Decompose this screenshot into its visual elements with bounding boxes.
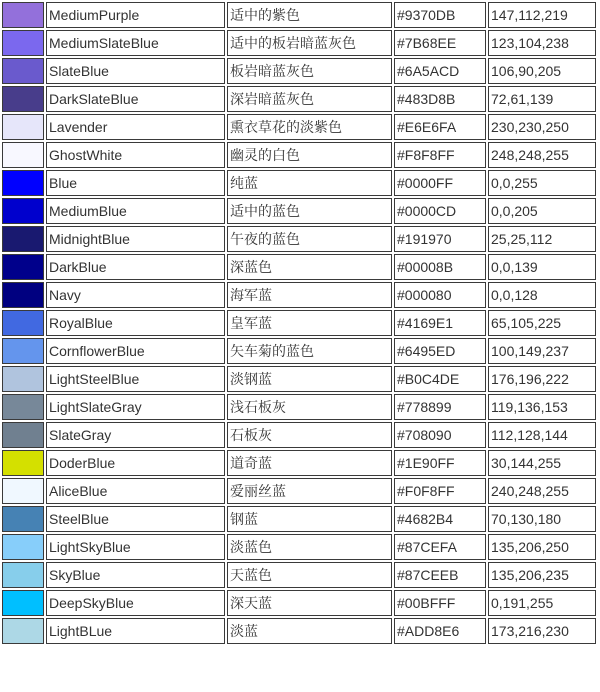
color-swatch — [2, 2, 44, 28]
table-row — [2, 310, 596, 336]
color-swatch — [2, 114, 44, 140]
color-rgb-value: 106,90,205 — [488, 58, 596, 84]
color-name: DoderBlue — [46, 450, 225, 476]
color-rgb-value: 248,248,255 — [488, 142, 596, 168]
color-hex-code: #87CEFA — [394, 534, 486, 560]
color-chinese-name: 幽灵的白色 — [227, 142, 392, 168]
table-row — [2, 114, 596, 140]
color-chinese-name: 深岩暗蓝灰色 — [227, 86, 392, 112]
table-row — [2, 254, 596, 280]
table-row — [2, 450, 596, 476]
color-name: MidnightBlue — [46, 226, 225, 252]
color-chinese-name: 浅石板灰 — [227, 394, 392, 420]
color-hex-code: #0000CD — [394, 198, 486, 224]
color-swatch — [2, 422, 44, 448]
color-chinese-name: 海军蓝 — [227, 282, 392, 308]
color-name: GhostWhite — [46, 142, 225, 168]
color-hex-code: #0000FF — [394, 170, 486, 196]
table-row — [2, 198, 596, 224]
color-chinese-name: 钢蓝 — [227, 506, 392, 532]
color-name: SkyBlue — [46, 562, 225, 588]
color-name: Navy — [46, 282, 225, 308]
color-hex-code: #87CEEB — [394, 562, 486, 588]
table-row — [2, 142, 596, 168]
color-chinese-name: 深天蓝 — [227, 590, 392, 616]
color-name: MediumBlue — [46, 198, 225, 224]
color-chinese-name: 纯蓝 — [227, 170, 392, 196]
color-swatch — [2, 226, 44, 252]
color-rgb-value: 0,0,128 — [488, 282, 596, 308]
color-name: DeepSkyBlue — [46, 590, 225, 616]
color-rgb-value: 100,149,237 — [488, 338, 596, 364]
table-row — [2, 86, 596, 112]
table-row — [2, 226, 596, 252]
color-swatch — [2, 562, 44, 588]
table-row — [2, 506, 596, 532]
color-chinese-name: 淡蓝色 — [227, 534, 392, 560]
table-row — [2, 422, 596, 448]
color-name: LightBLue — [46, 618, 225, 644]
color-hex-code: #F8F8FF — [394, 142, 486, 168]
color-swatch — [2, 618, 44, 644]
color-rgb-value: 0,191,255 — [488, 590, 596, 616]
color-rgb-value: 112,128,144 — [488, 422, 596, 448]
color-chinese-name: 午夜的蓝色 — [227, 226, 392, 252]
color-chinese-name: 板岩暗蓝灰色 — [227, 58, 392, 84]
color-rgb-value: 0,0,255 — [488, 170, 596, 196]
color-rgb-value: 119,136,153 — [488, 394, 596, 420]
color-chinese-name: 适中的蓝色 — [227, 198, 392, 224]
color-chinese-name: 道奇蓝 — [227, 450, 392, 476]
color-rgb-value: 65,105,225 — [488, 310, 596, 336]
color-hex-code: #F0F8FF — [394, 478, 486, 504]
table-row — [2, 534, 596, 560]
table-row — [2, 562, 596, 588]
color-swatch — [2, 142, 44, 168]
color-hex-code: #7B68EE — [394, 30, 486, 56]
color-hex-code: #191970 — [394, 226, 486, 252]
color-name: LightSkyBlue — [46, 534, 225, 560]
color-hex-code: #4169E1 — [394, 310, 486, 336]
color-chinese-name: 皇军蓝 — [227, 310, 392, 336]
color-rgb-value: 70,130,180 — [488, 506, 596, 532]
color-swatch — [2, 506, 44, 532]
color-hex-code: #B0C4DE — [394, 366, 486, 392]
color-swatch — [2, 478, 44, 504]
color-chinese-name: 天蓝色 — [227, 562, 392, 588]
color-swatch — [2, 254, 44, 280]
table-row — [2, 590, 596, 616]
color-swatch — [2, 310, 44, 336]
color-swatch — [2, 58, 44, 84]
table-row — [2, 170, 596, 196]
color-chinese-name: 深蓝色 — [227, 254, 392, 280]
color-swatch — [2, 170, 44, 196]
color-hex-code: #00008B — [394, 254, 486, 280]
color-swatch — [2, 450, 44, 476]
color-name: LightSlateGray — [46, 394, 225, 420]
color-rgb-value: 230,230,250 — [488, 114, 596, 140]
color-swatch — [2, 590, 44, 616]
color-name: RoyalBlue — [46, 310, 225, 336]
color-name: Blue — [46, 170, 225, 196]
color-name: SlateBlue — [46, 58, 225, 84]
table-row — [2, 478, 596, 504]
color-hex-code: #1E90FF — [394, 450, 486, 476]
color-rgb-value: 0,0,205 — [488, 198, 596, 224]
color-name: DarkBlue — [46, 254, 225, 280]
color-chinese-name: 爱丽丝蓝 — [227, 478, 392, 504]
table-row — [2, 30, 596, 56]
color-swatch — [2, 366, 44, 392]
color-name: MediumSlateBlue — [46, 30, 225, 56]
color-rgb-value: 147,112,219 — [488, 2, 596, 28]
table-row — [2, 366, 596, 392]
color-chinese-name: 淡钢蓝 — [227, 366, 392, 392]
color-swatch — [2, 198, 44, 224]
color-rgb-value: 30,144,255 — [488, 450, 596, 476]
color-chinese-name: 矢车菊的蓝色 — [227, 338, 392, 364]
color-hex-code: #483D8B — [394, 86, 486, 112]
color-swatch — [2, 534, 44, 560]
color-swatch — [2, 86, 44, 112]
color-name: SlateGray — [46, 422, 225, 448]
table-row — [2, 618, 596, 644]
color-hex-code: #ADD8E6 — [394, 618, 486, 644]
color-rgb-value: 25,25,112 — [488, 226, 596, 252]
color-rgb-value: 135,206,250 — [488, 534, 596, 560]
color-hex-code: #E6E6FA — [394, 114, 486, 140]
color-name: AliceBlue — [46, 478, 225, 504]
color-chinese-name: 淡蓝 — [227, 618, 392, 644]
color-hex-code: #4682B4 — [394, 506, 486, 532]
color-rgb-value: 173,216,230 — [488, 618, 596, 644]
color-table-body — [2, 2, 596, 644]
color-name: DarkSlateBlue — [46, 86, 225, 112]
color-hex-code: #708090 — [394, 422, 486, 448]
color-rgb-value: 123,104,238 — [488, 30, 596, 56]
color-name: SteelBlue — [46, 506, 225, 532]
color-swatch — [2, 282, 44, 308]
color-hex-code: #00BFFF — [394, 590, 486, 616]
color-hex-code: #9370DB — [394, 2, 486, 28]
color-name: CornflowerBlue — [46, 338, 225, 364]
color-swatch — [2, 338, 44, 364]
color-hex-code: #6495ED — [394, 338, 486, 364]
color-hex-code: #000080 — [394, 282, 486, 308]
table-row — [2, 2, 596, 28]
color-chinese-name: 石板灰 — [227, 422, 392, 448]
color-name: MediumPurple — [46, 2, 225, 28]
color-rgb-value: 0,0,139 — [488, 254, 596, 280]
color-chinese-name: 熏衣草花的淡紫色 — [227, 114, 392, 140]
table-row — [2, 394, 596, 420]
color-hex-code: #6A5ACD — [394, 58, 486, 84]
color-name: LightSteelBlue — [46, 366, 225, 392]
table-row — [2, 282, 596, 308]
color-rgb-value: 135,206,235 — [488, 562, 596, 588]
table-row — [2, 338, 596, 364]
color-swatch — [2, 394, 44, 420]
table-row — [2, 58, 596, 84]
color-rgb-value: 240,248,255 — [488, 478, 596, 504]
color-name: Lavender — [46, 114, 225, 140]
color-chinese-name: 适中的紫色 — [227, 2, 392, 28]
color-chinese-name: 适中的板岩暗蓝灰色 — [227, 30, 392, 56]
color-rgb-value: 176,196,222 — [488, 366, 596, 392]
color-rgb-value: 72,61,139 — [488, 86, 596, 112]
color-swatch — [2, 30, 44, 56]
color-hex-code: #778899 — [394, 394, 486, 420]
